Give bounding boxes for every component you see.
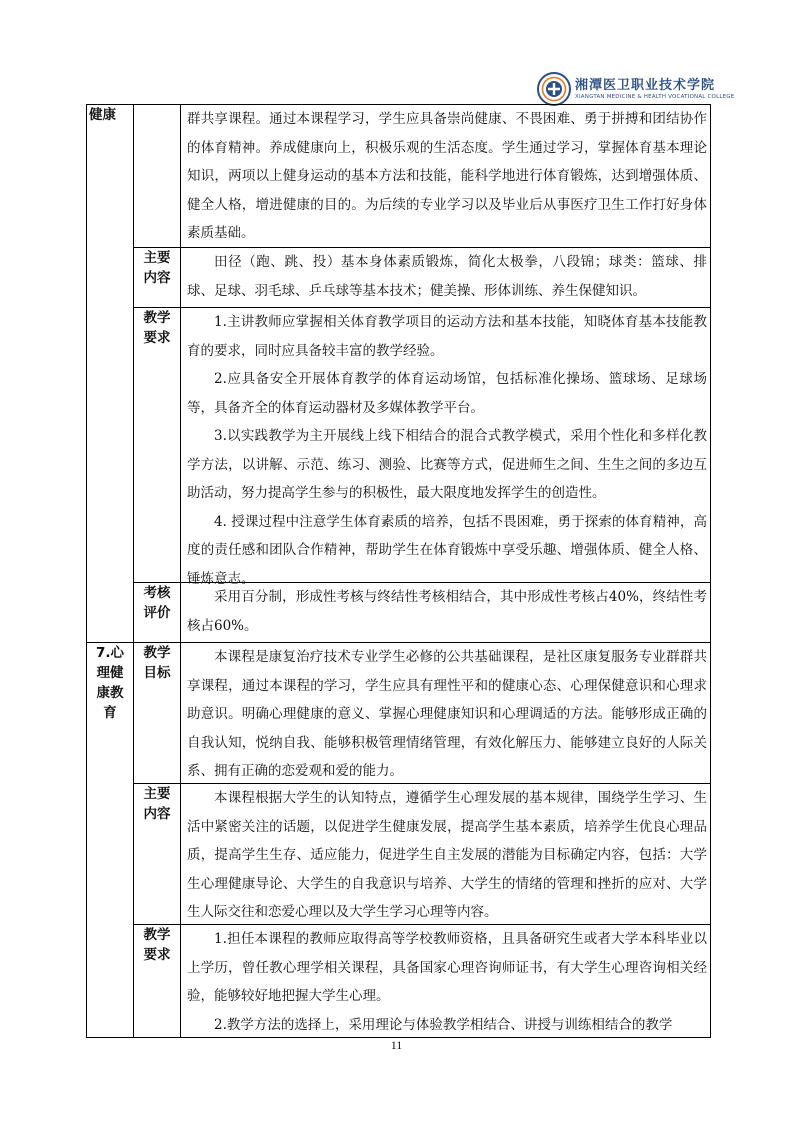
table-row xyxy=(87,583,711,643)
requirement-item: 2.教学方法的选择上，采用理论与体验教学相结合、讲授与训练相结合的教学 xyxy=(214,1016,673,1033)
assessment-label-cell xyxy=(134,583,181,643)
requirement-item: 1.担任本课程的教师应取得高等学校教师资格，且具备研究生或者大学本科毕业以上学历，曾任教心理学相关课程，具备国家心理咨询师证书，有大学生心理咨询相关经验，能够较好地把握大学生心理。 xyxy=(187,931,707,1004)
content-cell xyxy=(181,784,711,925)
college-name-en: XIANGTAN MEDICINE & HEALTH VOCATIONAL COLLEGE xyxy=(575,94,735,100)
goal-cell xyxy=(181,105,711,248)
table-row xyxy=(87,643,711,784)
college-name-cn: 湘潭医卫职业技术学院 xyxy=(575,78,716,93)
goal-label: 教学 目标 xyxy=(143,645,171,681)
requirement-cell xyxy=(181,308,711,587)
requirement-item: 4. 授课过程中注意学生体育素质的培养，包括不畏困难，勇于探索的体育精神，高度的责任感和团队合作精神，帮助学生在体育锻炼中享受乐趣、增强体质、健全人格、锤炼意志。 xyxy=(187,513,707,587)
assessment-label: 考核 评价 xyxy=(143,585,171,621)
table-row xyxy=(87,925,711,1038)
goal-cell xyxy=(181,643,711,784)
college-logo xyxy=(537,72,735,106)
requirement-item: 1.主讲教师应掌握相关体育教学项目的运动方法和基本技能，知晓体育基本技能教育的要求，同时应具备较丰富的教学经验。 xyxy=(187,314,707,359)
college-emblem-icon xyxy=(537,72,571,106)
goal-text: 本课程是康复治疗技术专业学生必修的公共基础课程，是社区康复服务专业群群共享课程，通过本课程的学习，学生应具有理性平和的健康心态、心理保健意识和心理求助意识。明确心理健康的意义、掌握心理健康知识和心理调适的方法。能够形成正确的自我认知，悦纳自我、能够积极管理情绪管理，有效化解压力、能够建立良好的人际关系、拥有正确的恋爱观和爱的能力。 xyxy=(187,649,707,779)
requirement-label: 教学 要求 xyxy=(143,310,171,346)
requirement-item: 2.应具备安全开展体育教学的体育运动场馆，包括标准化操场、篮球场、足球场等，具备齐全的体育运动器材及多媒体教学平台。 xyxy=(187,371,707,416)
content-label: 主要 内容 xyxy=(143,250,171,286)
empty-label-cell xyxy=(134,105,181,248)
course-name: 7.心 理健 康教 育 xyxy=(95,645,125,721)
content-cell xyxy=(181,248,711,308)
content-text: 本课程根据大学生的认知特点，遵循学生心理发展的基本规律，围绕学生学习、生活中紧密关注的话题，以促进学生健康发展，提高学生基本素质，培养学生优良心理品质，提高学生生存、适应能力，促进学生自主发展的潜能为目标确定内容，包括：大学生心理健康导论、大学生的自我意识与培养、大学生的情绪的管理和挫折的应对、大学生人际交往和恋爱心理以及大学生学习心理等内容。 xyxy=(187,790,707,920)
requirement-item: 3.以实践教学为主开展线上线下相结合的混合式教学模式，采用个性化和多样化教学方法，以讲解、示范、练习、测验、比赛等方式，促进师生之间、生生之间的多边互助活动，努力提高学生参与的积极性，最大限度地发挥学生的创造性。 xyxy=(187,428,707,501)
assessment-cell xyxy=(181,583,711,643)
requirement-label-cell xyxy=(134,925,181,1038)
requirement-label: 教学 要求 xyxy=(143,927,171,963)
course-name: 健康 xyxy=(89,107,116,123)
goal-label-cell xyxy=(134,643,181,784)
table-row xyxy=(87,308,711,583)
course-name-cell xyxy=(87,105,134,643)
requirement-label-cell xyxy=(134,308,181,583)
content-label-cell xyxy=(134,784,181,925)
table-row xyxy=(87,784,711,925)
table-row xyxy=(87,248,711,308)
table-row xyxy=(87,105,711,248)
content-label: 主要 内容 xyxy=(143,786,171,822)
page-number: 11 xyxy=(390,1038,403,1052)
curriculum-table xyxy=(86,104,711,1038)
requirement-cell xyxy=(181,925,711,1038)
content-label-cell xyxy=(134,248,181,308)
goal-text: 群共享课程。通过本课程学习，学生应具备崇尚健康、不畏困难、勇于拼搏和团结协作的体育精神。养成健康向上，积极乐观的生活态度。学生通过学习，掌握体育基本理论知识，两项以上健身运动的基本方法和技能，能科学地进行体育锻炼，达到增强体质、健全人格，增进健康的目的。为后续的专业学习以及毕业后从事医疗卫生工作打好身体素质基础。 xyxy=(187,111,707,241)
content-text: 田径（跑、跳、投）基本身体素质锻炼，简化太极拳，八段锦；球类：篮球、排球、足球、羽毛球、乒乓球等基本技术；健美操、形体训练、养生保健知识。 xyxy=(187,254,707,299)
course-name-cell xyxy=(87,643,134,1038)
assessment-text: 采用百分制，形成性考核与终结性考核相结合，其中形成性考核占40%，终结性考核占60%。 xyxy=(187,589,707,634)
